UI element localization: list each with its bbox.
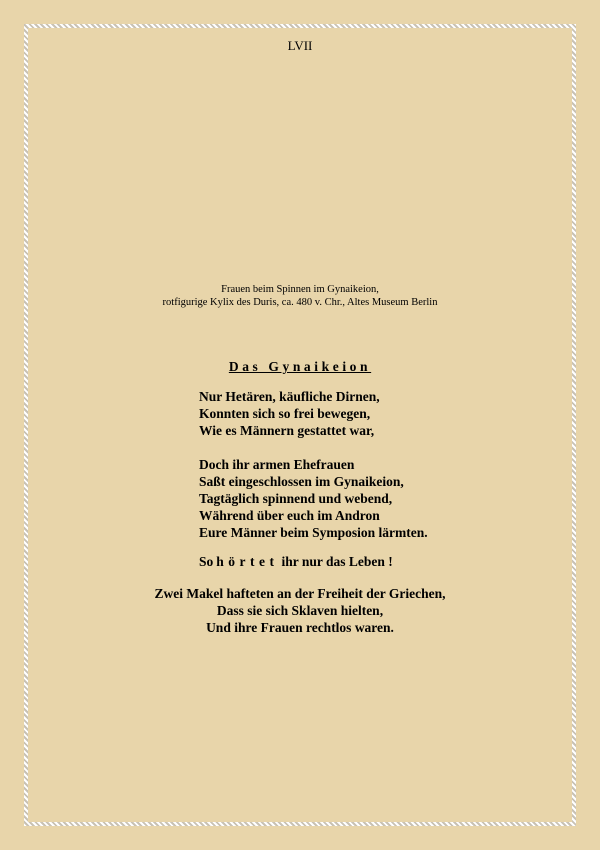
- poem-line: Tagtäglich spinnend und webend,: [199, 491, 393, 506]
- poem-line-rest: ihr nur das Leben !: [281, 554, 393, 569]
- poem-line: Zwei Makel hafteten an der Freiheit der Griechen,: [154, 586, 446, 601]
- poem-ending: [0, 585, 600, 636]
- poem-title: Das Gynaikeion: [228, 359, 372, 374]
- poem-line: Dass sie sich Sklaven hielten,: [216, 603, 384, 618]
- poem-line: Wie es Männern gestattet war,: [199, 423, 375, 438]
- poem-line: Eure Männer beim Symposion lärmten.: [199, 525, 428, 540]
- poem-line: Und ihre Frauen rechtlos waren.: [206, 620, 394, 635]
- emphasized-word: hörtet: [216, 554, 279, 569]
- caption-line-1: Frauen beim Spinnen im Gynaikeion,: [221, 284, 379, 295]
- poem-stanza-2: [199, 456, 428, 541]
- poem-line: Nur Hetären, käufliche Dirnen,: [199, 389, 380, 404]
- poem-line: Saßt eingeschlossen im Gynaikeion,: [199, 474, 404, 489]
- poem-line: Während über euch im Andron: [199, 508, 380, 523]
- image-caption: [0, 283, 600, 309]
- page-number: LVII: [287, 38, 313, 53]
- poem-line: Doch ihr armen Ehefrauen: [199, 457, 355, 472]
- poem-stanza-3: [199, 553, 393, 570]
- poem-line: Konnten sich so frei bewegen,: [199, 406, 371, 421]
- poem-word: So: [199, 554, 214, 569]
- caption-line-2: rotfigurige Kylix des Duris, ca. 480 v. Chr., Altes Museum Berlin: [162, 297, 438, 308]
- poem-stanza-1: [199, 388, 380, 439]
